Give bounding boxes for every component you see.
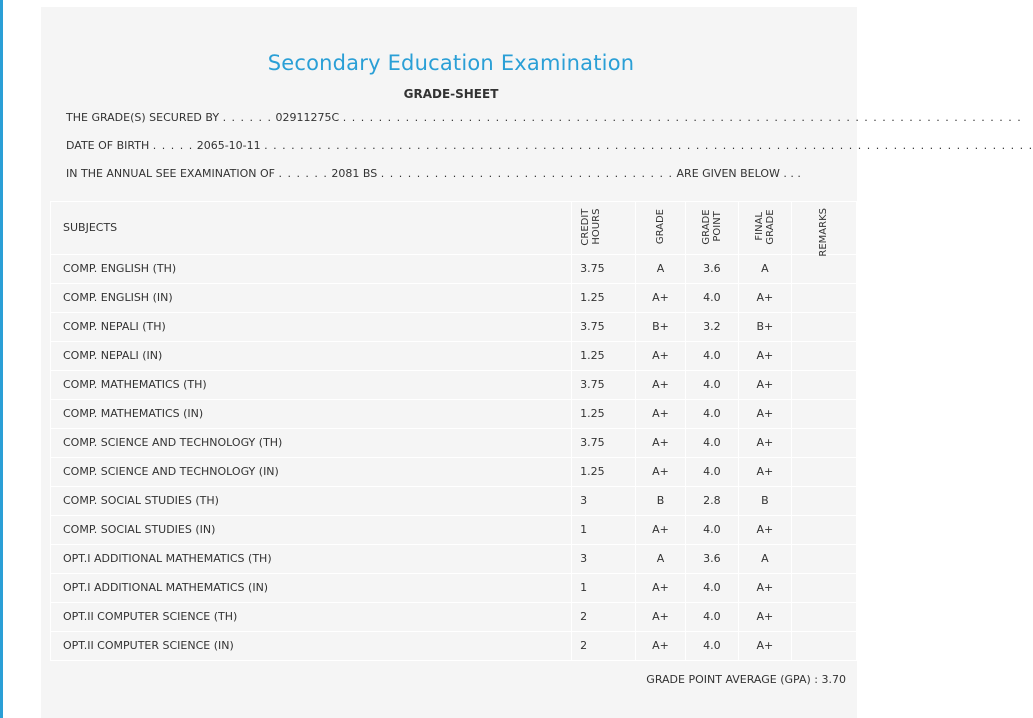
credit-hours-cell: 1.25 (572, 457, 636, 486)
exam-title: Secondary Education Examination (267, 51, 635, 75)
exam-label: IN THE ANNUAL SEE EXAMINATION OF (66, 167, 275, 180)
leader-dots: . . . . . . (278, 167, 328, 180)
remarks-cell (791, 544, 856, 573)
subject-cell: COMP. SCIENCE AND TECHNOLOGY (IN) (51, 457, 572, 486)
credit-hours-cell: 3.75 (572, 254, 636, 283)
table-header-row (51, 202, 857, 255)
grade-cell: A+ (636, 341, 686, 370)
grade-sheet (41, 7, 1033, 718)
credit-hours-cell: 3 (572, 486, 636, 515)
table-row (51, 399, 857, 428)
remarks-cell (791, 457, 856, 486)
grade-cell: A (636, 254, 686, 283)
symbol-number: 02911275C (275, 111, 340, 124)
final-grade-cell: A+ (738, 370, 791, 399)
grade-cell: A+ (636, 631, 686, 660)
grade-cell: B (636, 486, 686, 515)
leader-dots: . . . . . (152, 139, 194, 152)
final-grade-cell: A+ (738, 428, 791, 457)
leader-dots: . . . . . . . . . . . . . . . . . . . . . . . . . . . . . . . . . (380, 167, 674, 180)
table-row (51, 515, 857, 544)
credit-hours-cell: 1.25 (572, 341, 636, 370)
subject-cell: OPT.II COMPUTER SCIENCE (IN) (51, 631, 572, 660)
header-subjects: SUBJECTS (51, 202, 572, 255)
subject-cell: OPT.I ADDITIONAL MATHEMATICS (TH) (51, 544, 572, 573)
remarks-cell (791, 486, 856, 515)
leader-dots: . . . . . . . . . . . . . . . . . . . . . . . . . . . . . . . . . . . . . . . . . . . . . . . . . . . . . . . . . . . . . . . . . . . . . . . . . . . . (342, 111, 1022, 124)
credit-hours-cell: 3.75 (572, 428, 636, 457)
grade-cell: A+ (636, 370, 686, 399)
header-credit-hours: CREDIT HOURS (572, 202, 636, 255)
remarks-cell (791, 254, 856, 283)
grade-point-cell: 4.0 (685, 370, 738, 399)
grade-point-cell: 3.2 (685, 312, 738, 341)
sheet-subtitle: GRADE-SHEET (403, 87, 499, 101)
dob-line (66, 139, 1033, 152)
exam-year: 2081 BS (331, 167, 378, 180)
table-row (51, 283, 857, 312)
grade-point-cell: 3.6 (685, 254, 738, 283)
table-row (51, 544, 857, 573)
final-grade-cell: A+ (738, 631, 791, 660)
table-row (51, 254, 857, 283)
grade-point-cell: 4.0 (685, 341, 738, 370)
table-row (51, 457, 857, 486)
grade-cell: A+ (636, 515, 686, 544)
table-row (51, 631, 857, 660)
final-grade-cell: A (738, 544, 791, 573)
subject-cell: COMP. SOCIAL STUDIES (IN) (51, 515, 572, 544)
table-row (51, 341, 857, 370)
given-below-text: ARE GIVEN BELOW . . . (676, 167, 801, 180)
subject-cell: COMP. SOCIAL STUDIES (TH) (51, 486, 572, 515)
credit-hours-cell: 1.25 (572, 283, 636, 312)
subject-cell: COMP. ENGLISH (IN) (51, 283, 572, 312)
subject-cell: OPT.II COMPUTER SCIENCE (TH) (51, 602, 572, 631)
grade-point-cell: 4.0 (685, 602, 738, 631)
remarks-cell (791, 515, 856, 544)
final-grade-cell: A+ (738, 283, 791, 312)
final-grade-cell: A+ (738, 341, 791, 370)
final-grade-cell: A (738, 254, 791, 283)
final-grade-cell: A+ (738, 457, 791, 486)
grade-point-cell: 4.0 (685, 457, 738, 486)
credit-hours-cell: 2 (572, 602, 636, 631)
remarks-cell (791, 312, 856, 341)
header-grade: GRADE (636, 202, 686, 255)
gpa-value: 3.70 (821, 673, 846, 686)
grade-point-cell: 4.0 (685, 631, 738, 660)
leader-dots: . . . . . . . . . . . . . . . . . . . . . . . . . . . . . . . . . . . . . . . . . . . . . . . . . . . . . . . . . . . . . . . . . . . . . . . . . . . . . . . . . . . . . . (264, 139, 1033, 152)
header-remarks: REMARKS (791, 202, 856, 255)
subject-cell: OPT.I ADDITIONAL MATHEMATICS (IN) (51, 573, 572, 602)
grade-point-cell: 4.0 (685, 573, 738, 602)
header-grade-point: GRADE POINT (685, 202, 738, 255)
exam-line (66, 167, 801, 180)
table-row (51, 428, 857, 457)
grade-cell: A+ (636, 573, 686, 602)
credit-hours-cell: 1 (572, 573, 636, 602)
gpa-summary (646, 673, 846, 686)
remarks-cell (791, 283, 856, 312)
table-row (51, 486, 857, 515)
grade-point-cell: 4.0 (685, 428, 738, 457)
secured-by-line (66, 111, 1022, 124)
table-row (51, 370, 857, 399)
credit-hours-cell: 1 (572, 515, 636, 544)
grade-point-cell: 4.0 (685, 283, 738, 312)
grade-cell: A+ (636, 457, 686, 486)
remarks-cell (791, 399, 856, 428)
subject-cell: COMP. NEPALI (IN) (51, 341, 572, 370)
table-row (51, 602, 857, 631)
table-row (51, 312, 857, 341)
credit-hours-cell: 3 (572, 544, 636, 573)
grades-table-body (51, 254, 857, 660)
grades-table (50, 201, 857, 661)
gpa-label: GRADE POINT AVERAGE (GPA) : (646, 673, 818, 686)
left-accent-bar (0, 0, 3, 718)
grade-point-cell: 4.0 (685, 399, 738, 428)
final-grade-cell: A+ (738, 573, 791, 602)
remarks-cell (791, 573, 856, 602)
final-grade-cell: A+ (738, 399, 791, 428)
table-row (51, 573, 857, 602)
remarks-cell (791, 602, 856, 631)
dob-label: DATE OF BIRTH (66, 139, 150, 152)
grade-cell: A (636, 544, 686, 573)
final-grade-cell: A+ (738, 515, 791, 544)
grade-point-cell: 2.8 (685, 486, 738, 515)
credit-hours-cell: 2 (572, 631, 636, 660)
remarks-cell (791, 428, 856, 457)
subject-cell: COMP. MATHEMATICS (TH) (51, 370, 572, 399)
grade-cell: A+ (636, 602, 686, 631)
final-grade-cell: B+ (738, 312, 791, 341)
secured-by-label: THE GRADE(S) SECURED BY (66, 111, 220, 124)
remarks-cell (791, 341, 856, 370)
subject-cell: COMP. ENGLISH (TH) (51, 254, 572, 283)
dob-value: 2065-10-11 (196, 139, 261, 152)
grade-cell: A+ (636, 428, 686, 457)
grade-cell: A+ (636, 283, 686, 312)
remarks-cell (791, 631, 856, 660)
leader-dots: . . . . . . (222, 111, 273, 124)
credit-hours-cell: 3.75 (572, 312, 636, 341)
final-grade-cell: B (738, 486, 791, 515)
subject-cell: COMP. MATHEMATICS (IN) (51, 399, 572, 428)
subject-cell: COMP. NEPALI (TH) (51, 312, 572, 341)
grade-point-cell: 4.0 (685, 515, 738, 544)
grade-point-cell: 3.6 (685, 544, 738, 573)
credit-hours-cell: 1.25 (572, 399, 636, 428)
remarks-cell (791, 370, 856, 399)
grade-cell: A+ (636, 399, 686, 428)
header-final-grade: FINAL GRADE (738, 202, 791, 255)
subject-cell: COMP. SCIENCE AND TECHNOLOGY (TH) (51, 428, 572, 457)
credit-hours-cell: 3.75 (572, 370, 636, 399)
grade-cell: B+ (636, 312, 686, 341)
final-grade-cell: A+ (738, 602, 791, 631)
